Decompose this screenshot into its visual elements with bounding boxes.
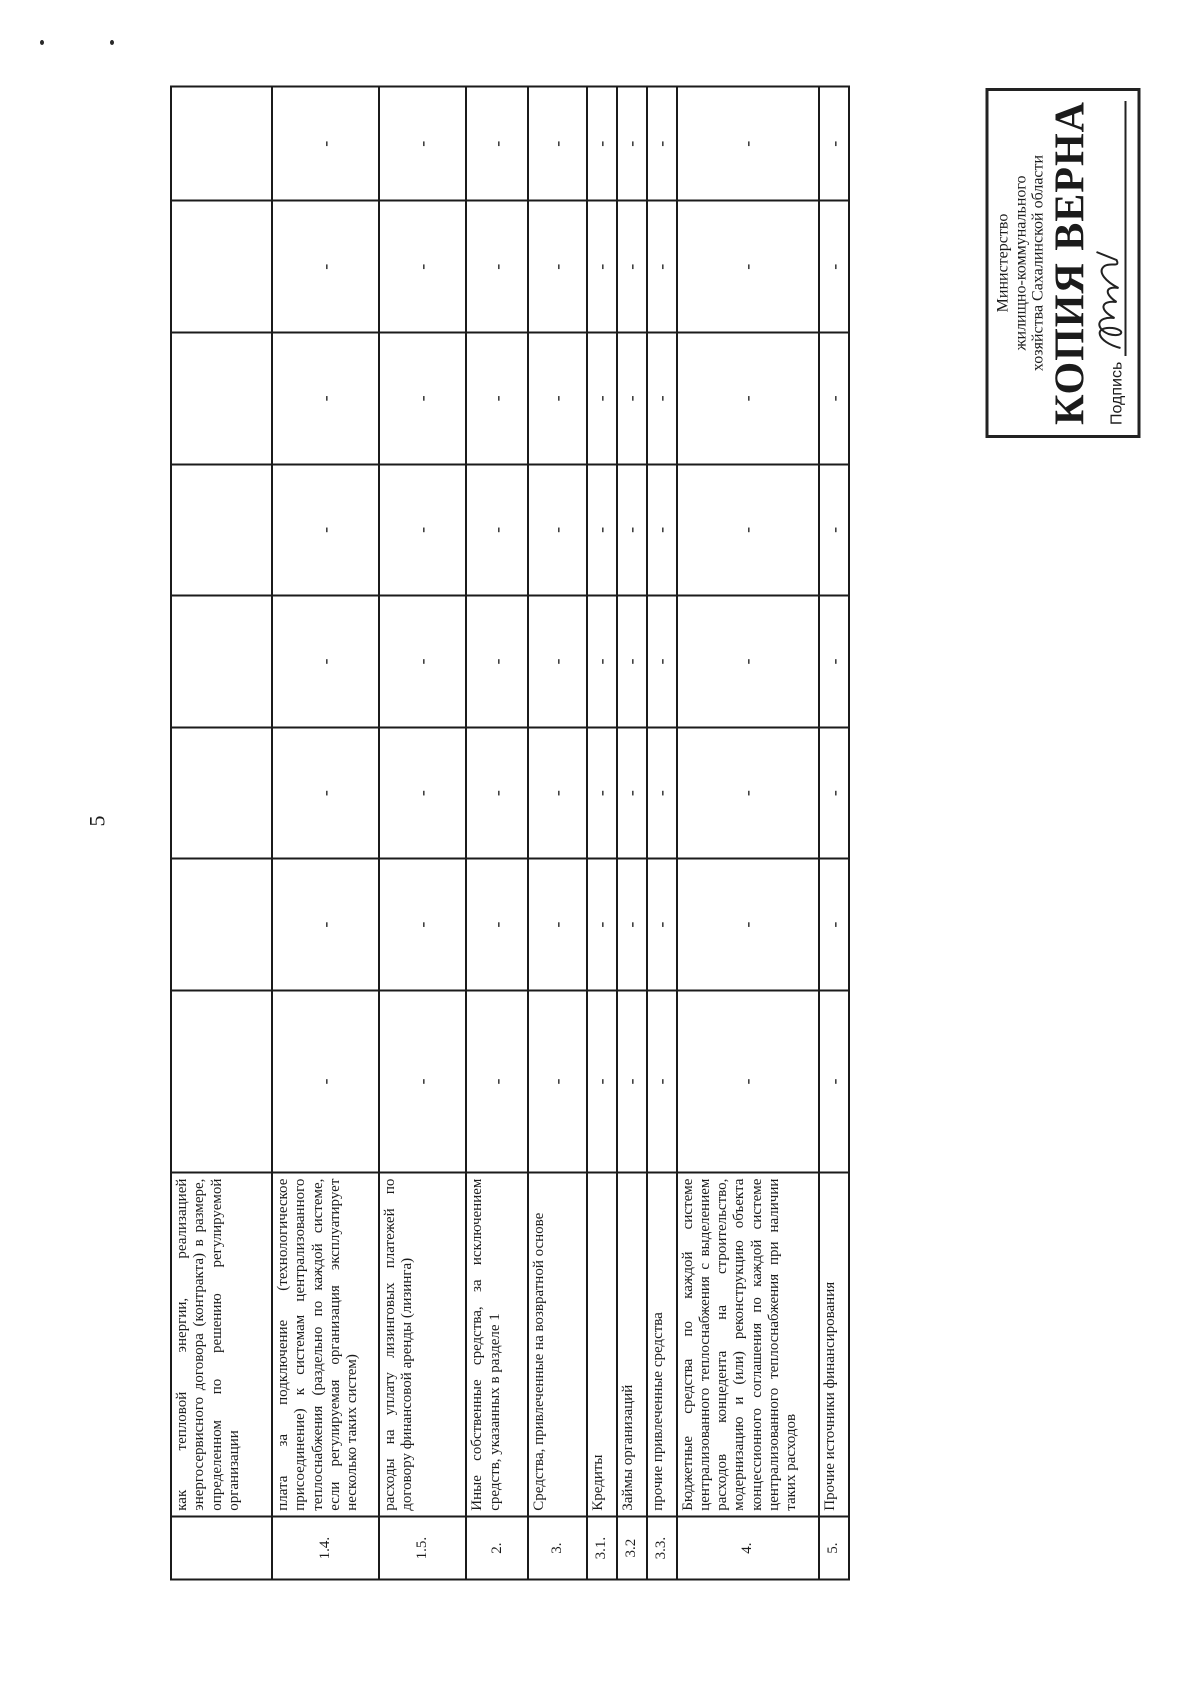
value-cell: - bbox=[466, 727, 528, 859]
value-cell: - bbox=[677, 858, 819, 990]
value-cell: - bbox=[587, 332, 617, 464]
value-cell bbox=[171, 990, 272, 1172]
value-cell: - bbox=[647, 858, 677, 990]
value-cell: - bbox=[528, 464, 586, 596]
value-cell: - bbox=[677, 595, 819, 727]
value-cell: - bbox=[587, 727, 617, 859]
value-cell: - bbox=[272, 990, 379, 1172]
row-description-cell: Прочие источники финансирования bbox=[819, 1172, 849, 1516]
value-cell: - bbox=[819, 727, 849, 859]
row-description-cell: как тепловой энергии, реализацией энергосервисного договора (контракта) в размере, определенном по решению регулируемой организации bbox=[171, 1172, 272, 1516]
handwritten-signature bbox=[1086, 236, 1130, 356]
value-cell: - bbox=[819, 332, 849, 464]
table-row bbox=[528, 86, 586, 1579]
value-cell: - bbox=[677, 332, 819, 464]
value-cell bbox=[171, 86, 272, 200]
value-cell: - bbox=[617, 990, 647, 1172]
value-cell: - bbox=[528, 990, 586, 1172]
row-number-cell: 3.3. bbox=[647, 1516, 677, 1579]
value-cell: - bbox=[819, 200, 849, 332]
value-cell: - bbox=[272, 332, 379, 464]
row-number-cell bbox=[171, 1516, 272, 1579]
row-description-cell: прочие привлеченные средства bbox=[647, 1172, 677, 1516]
value-cell: - bbox=[819, 990, 849, 1172]
value-cell: - bbox=[379, 86, 467, 200]
value-cell: - bbox=[466, 858, 528, 990]
value-cell: - bbox=[272, 86, 379, 200]
value-cell: - bbox=[379, 990, 467, 1172]
scan-speck bbox=[110, 40, 114, 45]
value-cell: - bbox=[617, 858, 647, 990]
value-cell: - bbox=[617, 595, 647, 727]
row-description-cell: Займы организаций bbox=[617, 1172, 647, 1516]
stamp-ministry-line: Министерство bbox=[994, 213, 1011, 313]
value-cell: - bbox=[647, 464, 677, 596]
table-row bbox=[587, 86, 617, 1579]
value-cell: - bbox=[677, 990, 819, 1172]
value-cell: - bbox=[587, 858, 617, 990]
value-cell: - bbox=[528, 727, 586, 859]
value-cell: - bbox=[466, 86, 528, 200]
value-cell: - bbox=[272, 727, 379, 859]
row-number-cell: 3. bbox=[528, 1516, 586, 1579]
table-row bbox=[617, 86, 647, 1579]
table-row bbox=[272, 86, 379, 1579]
table-row bbox=[677, 86, 819, 1579]
value-cell: - bbox=[272, 464, 379, 596]
row-description-cell: Кредиты bbox=[587, 1172, 617, 1516]
value-cell: - bbox=[466, 332, 528, 464]
value-cell: - bbox=[819, 86, 849, 200]
row-number-cell: 1.4. bbox=[272, 1516, 379, 1579]
stamp-ministry-line: хозяйства Сахалинской области bbox=[1029, 154, 1047, 372]
value-cell: - bbox=[379, 332, 467, 464]
row-number-cell: 3.1. bbox=[587, 1516, 617, 1579]
value-cell: - bbox=[379, 595, 467, 727]
value-cell: - bbox=[647, 990, 677, 1172]
value-cell: - bbox=[528, 86, 586, 200]
value-cell bbox=[171, 727, 272, 859]
value-cell: - bbox=[819, 858, 849, 990]
table-row bbox=[171, 86, 272, 1579]
value-cell: - bbox=[647, 86, 677, 200]
value-cell: - bbox=[617, 464, 647, 596]
value-cell: - bbox=[587, 990, 617, 1172]
value-cell: - bbox=[617, 332, 647, 464]
row-number-cell: 3.2 bbox=[617, 1516, 647, 1579]
row-number-cell: 2. bbox=[466, 1516, 528, 1579]
row-description-cell: расходы на уплату лизинговых платежей по договору финансовой аренды (лизинга) bbox=[379, 1172, 467, 1516]
value-cell: - bbox=[272, 200, 379, 332]
value-cell: - bbox=[379, 200, 467, 332]
row-number-cell: 1.5. bbox=[379, 1516, 467, 1579]
value-cell: - bbox=[379, 464, 467, 596]
certification-stamp-container bbox=[985, 88, 1140, 438]
value-cell: - bbox=[647, 595, 677, 727]
value-cell: - bbox=[677, 464, 819, 596]
value-cell: - bbox=[647, 727, 677, 859]
financing-table-container bbox=[170, 85, 850, 1580]
value-cell: - bbox=[647, 200, 677, 332]
value-cell: - bbox=[528, 858, 586, 990]
value-cell: - bbox=[677, 200, 819, 332]
value-cell: - bbox=[587, 200, 617, 332]
table-row bbox=[379, 86, 467, 1579]
row-description-cell: Средства, привлеченные на возвратной основе bbox=[528, 1172, 586, 1516]
value-cell: - bbox=[528, 200, 586, 332]
value-cell: - bbox=[617, 86, 647, 200]
value-cell bbox=[171, 464, 272, 596]
table-row bbox=[466, 86, 528, 1579]
signature-line bbox=[1094, 101, 1126, 356]
value-cell: - bbox=[587, 595, 617, 727]
value-cell: - bbox=[379, 727, 467, 859]
value-cell bbox=[171, 200, 272, 332]
value-cell: - bbox=[466, 464, 528, 596]
row-description-cell: Бюджетные средства по каждой системе централизованного теплоснабжения с выделением расходов концедента на строительство, модернизацию и (или) реконструкцию объекта концессионного соглашения по каждой системе централизованного теплоснабжения при наличии таких расходов bbox=[677, 1172, 819, 1516]
value-cell: - bbox=[528, 332, 586, 464]
value-cell: - bbox=[272, 595, 379, 727]
value-cell: - bbox=[677, 86, 819, 200]
value-cell bbox=[171, 858, 272, 990]
stamp-ministry-line: жилищно-коммунального bbox=[1011, 175, 1029, 351]
table-row bbox=[819, 86, 849, 1579]
row-number-cell: 5. bbox=[819, 1516, 849, 1579]
stamp-title: КОПИЯ ВЕРНА bbox=[1046, 101, 1093, 425]
value-cell: - bbox=[466, 990, 528, 1172]
value-cell: - bbox=[272, 858, 379, 990]
value-cell: - bbox=[617, 200, 647, 332]
value-cell: - bbox=[466, 595, 528, 727]
scan-speck bbox=[40, 40, 44, 45]
value-cell: - bbox=[647, 332, 677, 464]
value-cell: - bbox=[379, 858, 467, 990]
value-cell: - bbox=[528, 595, 586, 727]
certification-stamp bbox=[985, 88, 1140, 438]
page-number: 5 bbox=[84, 815, 110, 827]
table-row bbox=[647, 86, 677, 1579]
value-cell bbox=[171, 332, 272, 464]
value-cell: - bbox=[466, 200, 528, 332]
value-cell: - bbox=[587, 464, 617, 596]
value-cell: - bbox=[587, 86, 617, 200]
value-cell: - bbox=[819, 595, 849, 727]
value-cell bbox=[171, 595, 272, 727]
signature-label: Подпись bbox=[1107, 361, 1125, 425]
value-cell: - bbox=[819, 464, 849, 596]
row-description-cell: Иные собственные средства, за исключением средств, указанных в разделе 1 bbox=[466, 1172, 528, 1516]
row-description-cell: плата за подключение (технологическое присоединение) к системам централизованного теплоснабжения (раздельно по каждой системе, если регулируемая организация эксплуатирует несколько таких систем) bbox=[272, 1172, 379, 1516]
financing-sources-table bbox=[170, 85, 850, 1580]
value-cell: - bbox=[677, 727, 819, 859]
row-number-cell: 4. bbox=[677, 1516, 819, 1579]
value-cell: - bbox=[617, 727, 647, 859]
